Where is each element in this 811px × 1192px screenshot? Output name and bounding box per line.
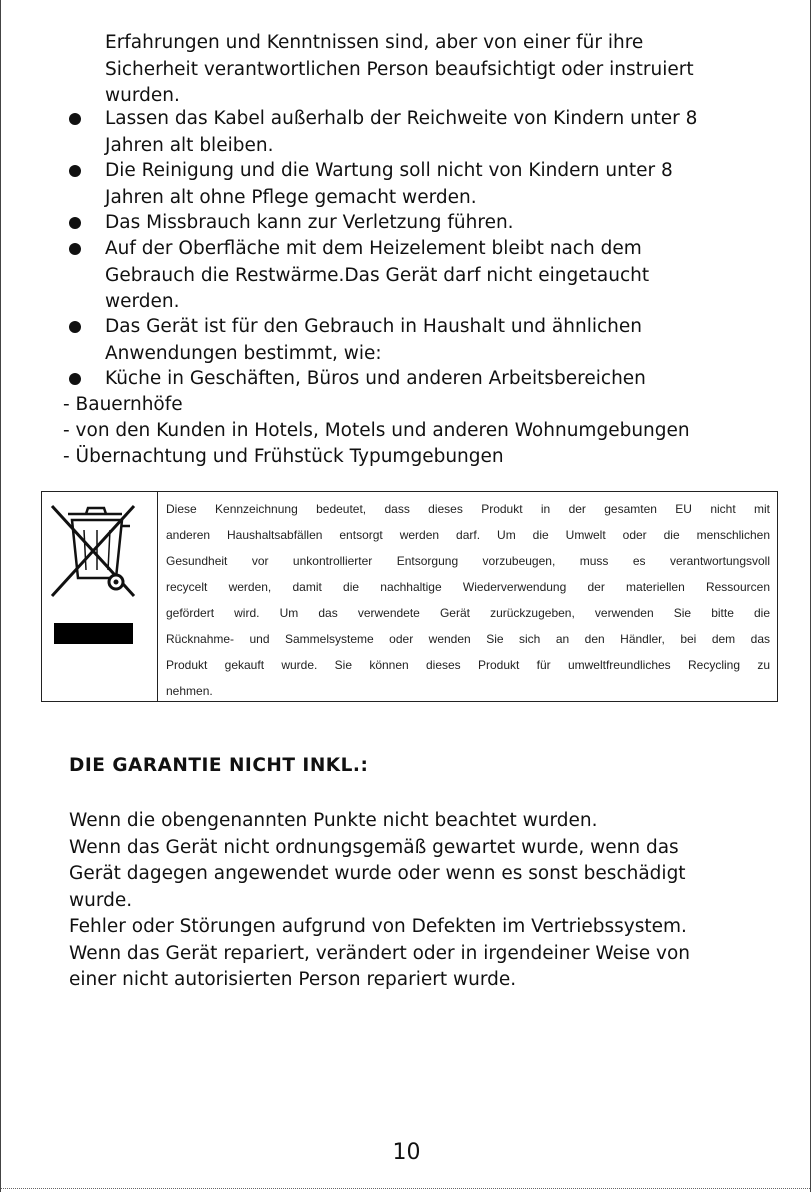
bullet-line: Lassen das Kabel außerhalb der Reichweite von Kindern unter 8 [105, 108, 698, 129]
bullet-line: werden. [105, 291, 180, 312]
weee-line: Produkt gekauft wurde. Sie können dieses Produkt für umweltfreundliches Recycling zu [166, 658, 770, 672]
warranty-line: Fehler oder Störungen aufgrund von Defekten im Vertriebssystem. [69, 916, 687, 937]
weee-line: Gesundheit vor unkontrollierter Entsorgung vorzubeugen, muss es verantwortungsvoll [166, 554, 770, 568]
dash-item: - Bauernhöfe [63, 394, 183, 415]
weee-line: gefördert wird. Um das verwendete Gerät zurückzugeben, verwenden Sie bitte die [166, 606, 770, 620]
warranty-line: Gerät dagegen angewendet wurde oder wenn es sonst beschädigt [69, 863, 686, 884]
bullet-line: Jahren alt bleiben. [105, 134, 274, 156]
bullet-dot [69, 373, 81, 385]
bullet-line: Das Missbrauch kann zur Verletzung führen. [105, 212, 514, 233]
bullet-item [105, 314, 761, 367]
warranty-line: Wenn das Gerät nicht ordnungsgemäß gewartet wurde, wenn das [69, 836, 679, 858]
bullet-item [105, 158, 761, 211]
bullet-item [105, 106, 761, 159]
warranty-heading: DIE GARANTIE NICHT INKL.: [69, 755, 369, 776]
bullet-line: Auf der Oberfläche mit dem Heizelement bleibt nach dem [105, 238, 642, 259]
warranty-line: einer nicht autorisierten Person repariert wurde. [69, 969, 517, 990]
bullet-line: Küche in Geschäften, Büros und anderen Arbeitsbereichen [105, 368, 646, 389]
bullet-dot [69, 165, 81, 177]
warranty-line: Wenn das Gerät repariert, verändert oder in irgendeiner Weise von [69, 942, 691, 964]
warranty-paragraph [69, 808, 761, 994]
bullet-dot [69, 243, 81, 255]
intro-line: wurden. [105, 85, 180, 106]
weee-line: recycelt werden, damit die nachhaltige Wiederverwendung der materiellen Ressourcen [166, 580, 770, 594]
page-bottom-edge [1, 1188, 810, 1189]
bullet-dot [69, 321, 81, 333]
bullet-line: Das Gerät ist für den Gebrauch in Haushalt und ähnlichen [105, 316, 643, 337]
crossed-out-wheelie-bin-icon [42, 492, 157, 701]
bullet-item [105, 210, 761, 237]
intro-line: Erfahrungen und Kenntnissen sind, aber von einer für ihre [105, 32, 644, 53]
weee-line: Diese Kennzeichnung bedeutet, dass dieses Produkt in der gesamten EU nicht mit [166, 502, 770, 516]
page-number: 10 [392, 1140, 421, 1165]
weee-line: nehmen. [166, 684, 213, 698]
bullet-line: Die Reinigung und die Wartung soll nicht von Kindern unter 8 [105, 160, 673, 181]
bullet-dot [69, 113, 81, 125]
bullet-line: Jahren alt ohne Pflege gemacht werden. [105, 186, 477, 208]
bullet-line: Gebrauch die Restwärme.Das Gerät darf nicht eingetaucht [105, 264, 650, 286]
weee-icon-cell [42, 492, 158, 701]
warranty-line: wurde. [69, 889, 133, 911]
weee-text [166, 496, 770, 704]
weee-line: anderen Haushaltsabfällen entsorgt werden darf. Um die Umwelt oder die menschlichen [166, 528, 770, 542]
dash-item: - von den Kunden in Hotels, Motels und anderen Wohnumgebungen [63, 420, 690, 441]
dash-item: - Übernachtung und Frühstück Typumgebungen [63, 446, 504, 467]
bullet-dot [69, 217, 81, 229]
bullet-line: Anwendungen bestimmt, wie: [105, 342, 382, 364]
weee-disposal-notice [41, 491, 778, 702]
warranty-line: Wenn die obengenannten Punkte nicht beachtet wurden. [69, 810, 598, 831]
bullet-item [105, 236, 761, 316]
intro-paragraph [105, 30, 761, 110]
weee-line: Rücknahme- und Sammelsysteme oder wenden Sie sich an den Händler, bei dem das [166, 632, 770, 646]
intro-line: Sicherheit verantwortlichen Person beaufsichtigt oder instruiert [105, 58, 694, 80]
bullet-item [105, 366, 761, 393]
